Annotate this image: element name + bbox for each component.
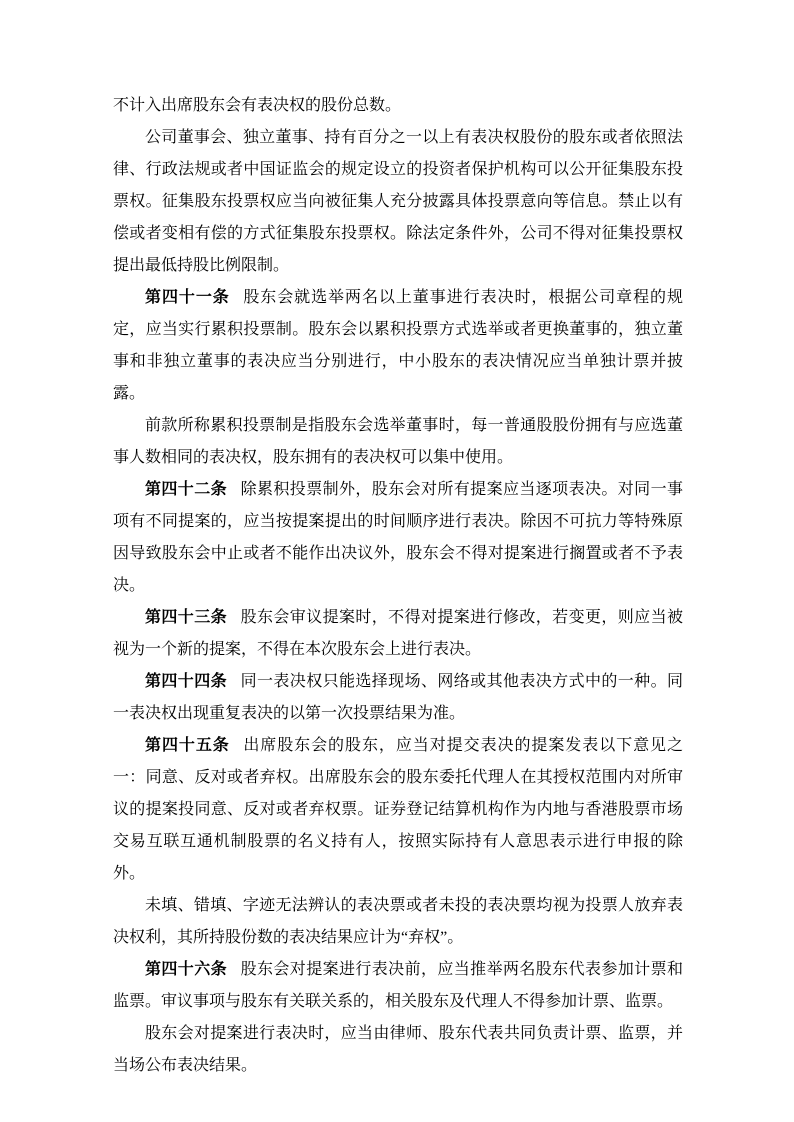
paragraph-text: 除累积投票制外，股东会对所有提案应当逐项表决。对同一事项有不同提案的，应当按提案提出的时间顺序进行表决。除因不可抗力等特殊原因导致股东会中止或者不能作出决议外，股东会不得对提案进行搁置或者不予表决。	[113, 481, 683, 594]
paragraph-article-44	[113, 666, 683, 730]
paragraph-proxy-solicitation	[113, 122, 683, 282]
paragraph-article-42	[113, 474, 683, 602]
paragraph-text: 股东会对提案进行表决前，应当推举两名股东代表参加计票和监票。审议事项与股东有关联关系的，相关股东及代理人不得参加计票、监票。	[113, 961, 683, 1010]
paragraph-text: 同一表决权只能选择现场、网络或其他表决方式中的一种。同一表决权出现重复表决的以第一次投票结果为准。	[113, 673, 683, 722]
article-41-number: 第四十一条	[145, 289, 230, 306]
paragraph-text: 未填、错填、字迹无法辨认的表决票或者未投的表决票均视为投票人放弃表决权利，其所持股份数的表决结果应计为“弃权”。	[113, 897, 683, 946]
paragraph-text: 股东会就选举两名以上董事进行表决时，根据公司章程的规定，应当实行累积投票制。股东会以累积投票方式选举或者更换董事的，独立董事和非独立董事的表决应当分别进行，中小股东的表决情况应当单独计票并披露。	[113, 289, 683, 402]
paragraph-continuation-total-shares	[113, 90, 683, 122]
article-45-number: 第四十五条	[145, 737, 230, 754]
article-46-number: 第四十六条	[145, 961, 227, 978]
paragraph-article-46	[113, 954, 683, 1018]
paragraph-text: 公司董事会、独立董事、持有百分之一以上有表决权股份的股东或者依照法律、行政法规或者中国证监会的规定设立的投资者保护机构可以公开征集股东投票权。征集股东投票权应当向被征集人充分披露具体投票意向等信息。禁止以有偿或者变相有偿的方式征集股东投票权。除法定条件外，公司不得对征集投票权提出最低持股比例限制。	[113, 129, 683, 274]
paragraph-text: 股东会对提案进行表决时，应当由律师、股东代表共同负责计票、监票，并当场公布表决结果。	[113, 1025, 683, 1074]
paragraph-cumulative-voting-definition	[113, 410, 683, 474]
document-body	[113, 90, 683, 1082]
paragraph-article-45	[113, 730, 683, 890]
paragraph-text: 不计入出席股东会有表决权的股份总数。	[113, 97, 402, 114]
paragraph-vote-counting	[113, 1018, 683, 1082]
paragraph-invalid-ballots	[113, 890, 683, 954]
paragraph-article-41	[113, 282, 683, 410]
article-42-number: 第四十二条	[145, 481, 227, 498]
paragraph-text: 前款所称累积投票制是指股东会选举董事时，每一普通股股份拥有与应选董事人数相同的表决权，股东拥有的表决权可以集中使用。	[113, 417, 683, 466]
article-43-number: 第四十三条	[145, 609, 227, 626]
paragraph-text: 股东会审议提案时，不得对提案进行修改，若变更，则应当被视为一个新的提案，不得在本次股东会上进行表决。	[113, 609, 683, 658]
paragraph-article-43	[113, 602, 683, 666]
article-44-number: 第四十四条	[145, 673, 227, 690]
paragraph-text: 出席股东会的股东，应当对提交表决的提案发表以下意见之一：同意、反对或者弃权。出席股东会的股东委托代理人在其授权范围内对所审议的提案投同意、反对或者弃权票。证券登记结算机构作为内地与香港股票市场交易互联互通机制股票的名义持有人，按照实际持有人意思表示进行申报的除外。	[113, 737, 683, 882]
